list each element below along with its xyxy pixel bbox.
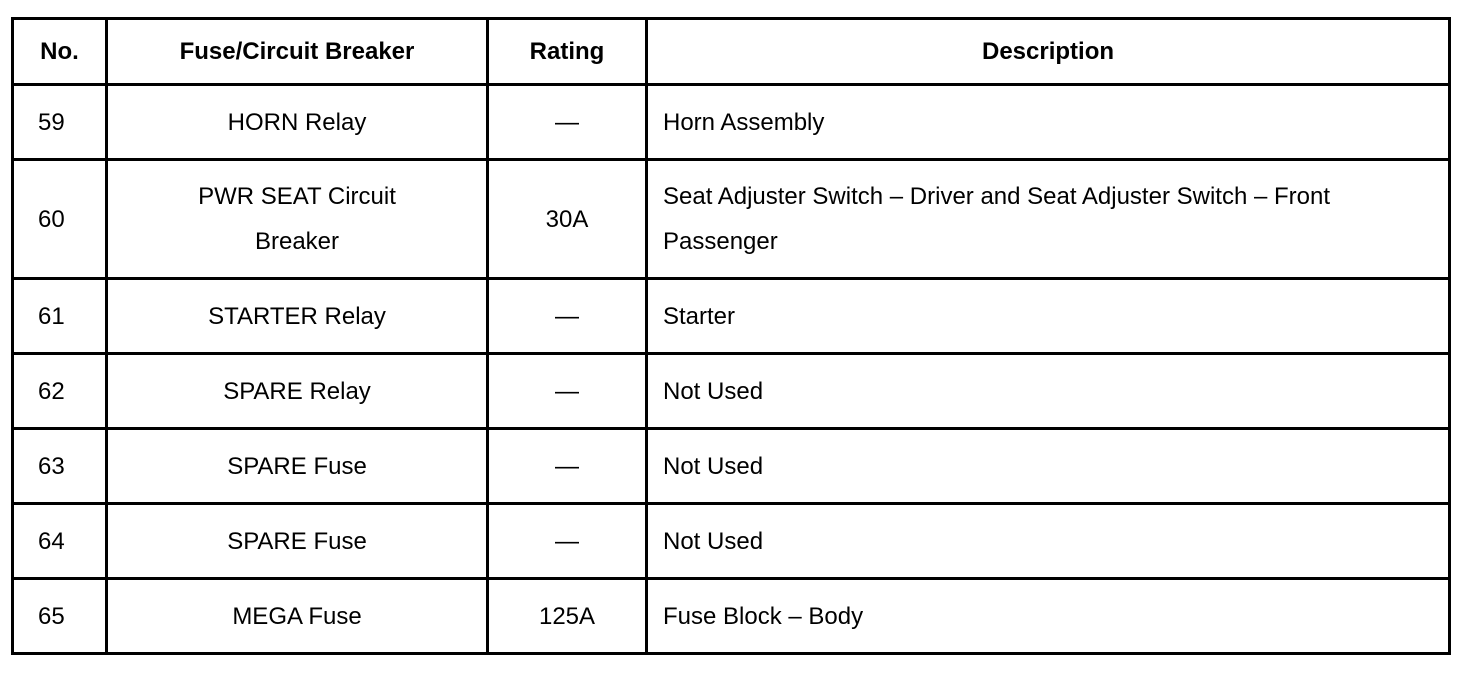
table-row	[13, 579, 1450, 654]
cell-description: Seat Adjuster Switch – Driver and Seat Adjuster Switch – Front Passenger	[647, 160, 1450, 279]
header-fuse-circuit-breaker: Fuse/Circuit Breaker	[107, 19, 488, 85]
cell-rating: —	[488, 504, 647, 579]
cell-no: 61	[13, 279, 107, 354]
cell-fuse: SPARE Fuse	[107, 429, 488, 504]
header-description: Description	[647, 19, 1450, 85]
cell-fuse	[107, 160, 488, 279]
table-row	[13, 85, 1450, 160]
cell-description: Not Used	[647, 429, 1450, 504]
cell-no: 59	[13, 85, 107, 160]
cell-rating: —	[488, 279, 647, 354]
cell-description: Fuse Block – Body	[647, 579, 1450, 654]
cell-description: Not Used	[647, 504, 1450, 579]
cell-fuse: SPARE Fuse	[107, 504, 488, 579]
cell-no: 60	[13, 160, 107, 279]
header-no: No.	[13, 19, 107, 85]
table-row	[13, 429, 1450, 504]
cell-description: Not Used	[647, 354, 1450, 429]
cell-fuse-text: PWR SEAT Circuit Breaker	[198, 183, 396, 255]
cell-fuse: HORN Relay	[107, 85, 488, 160]
cell-no: 63	[13, 429, 107, 504]
cell-fuse: STARTER Relay	[107, 279, 488, 354]
cell-rating: —	[488, 85, 647, 160]
cell-no: 62	[13, 354, 107, 429]
cell-fuse: SPARE Relay	[107, 354, 488, 429]
cell-no: 64	[13, 504, 107, 579]
cell-no: 65	[13, 579, 107, 654]
table-row	[13, 354, 1450, 429]
header-rating: Rating	[488, 19, 647, 85]
cell-fuse: MEGA Fuse	[107, 579, 488, 654]
fuse-table	[11, 17, 1451, 655]
cell-rating: 30A	[488, 160, 647, 279]
cell-description: Horn Assembly	[647, 85, 1450, 160]
table-header-row	[13, 19, 1450, 85]
cell-rating: 125A	[488, 579, 647, 654]
cell-rating: —	[488, 354, 647, 429]
table-row	[13, 160, 1450, 279]
table-row	[13, 504, 1450, 579]
cell-description: Starter	[647, 279, 1450, 354]
table-row	[13, 279, 1450, 354]
cell-rating: —	[488, 429, 647, 504]
